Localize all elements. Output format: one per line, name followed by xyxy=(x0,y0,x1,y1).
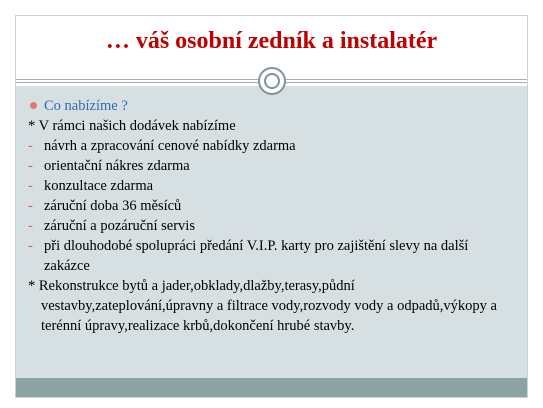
ring-inner-icon xyxy=(264,73,280,89)
dash-marker: - xyxy=(28,198,33,214)
dash-marker: - xyxy=(28,178,33,194)
ring-ornament-icon xyxy=(258,67,286,95)
offer-item xyxy=(28,236,508,276)
offer-item-text: návrh a zpracování cenové nabídky zdarma xyxy=(44,138,296,154)
dash-marker: - xyxy=(28,158,33,174)
slide-content xyxy=(28,96,508,336)
intro-bullet xyxy=(28,96,508,116)
services-paragraph: * Rekonstrukce bytů a jader,obklady,dlažby,terasy,půdní vestavby,zateplování,úpravny a filtrace vody,rozvody vody a odpadů,výkopy a terénní úpravy,realizace krbů,dokončení hrubé stavby. xyxy=(28,278,497,334)
slide-title: … váš osobní zedník a instalatér xyxy=(105,28,438,54)
offer-item xyxy=(28,216,508,236)
offer-item-text: konzultace zdarma xyxy=(44,178,154,194)
offer-item-text: záruční doba 36 měsíců xyxy=(44,198,182,214)
dash-marker: - xyxy=(28,138,33,154)
offer-item xyxy=(28,176,508,196)
offer-item xyxy=(28,156,508,176)
offer-intro: * V rámci našich dodávek nabízíme xyxy=(28,118,236,134)
bullet-dot-icon xyxy=(30,102,37,109)
intro-bullet-text: Co nabízíme ? xyxy=(44,98,128,114)
offer-item xyxy=(28,136,508,156)
offer-item-text: orientační nákres zdarma xyxy=(44,158,190,174)
offer-item-text: při dlouhodobé spolupráci předání V.I.P. karty pro zajištění slevy na další zakázce xyxy=(44,238,469,274)
bottom-bar xyxy=(16,378,527,397)
offer-item xyxy=(28,196,508,216)
dash-marker: - xyxy=(28,238,33,254)
dash-marker: - xyxy=(28,218,33,234)
offer-item-text: záruční a pozáruční servis xyxy=(44,218,195,234)
